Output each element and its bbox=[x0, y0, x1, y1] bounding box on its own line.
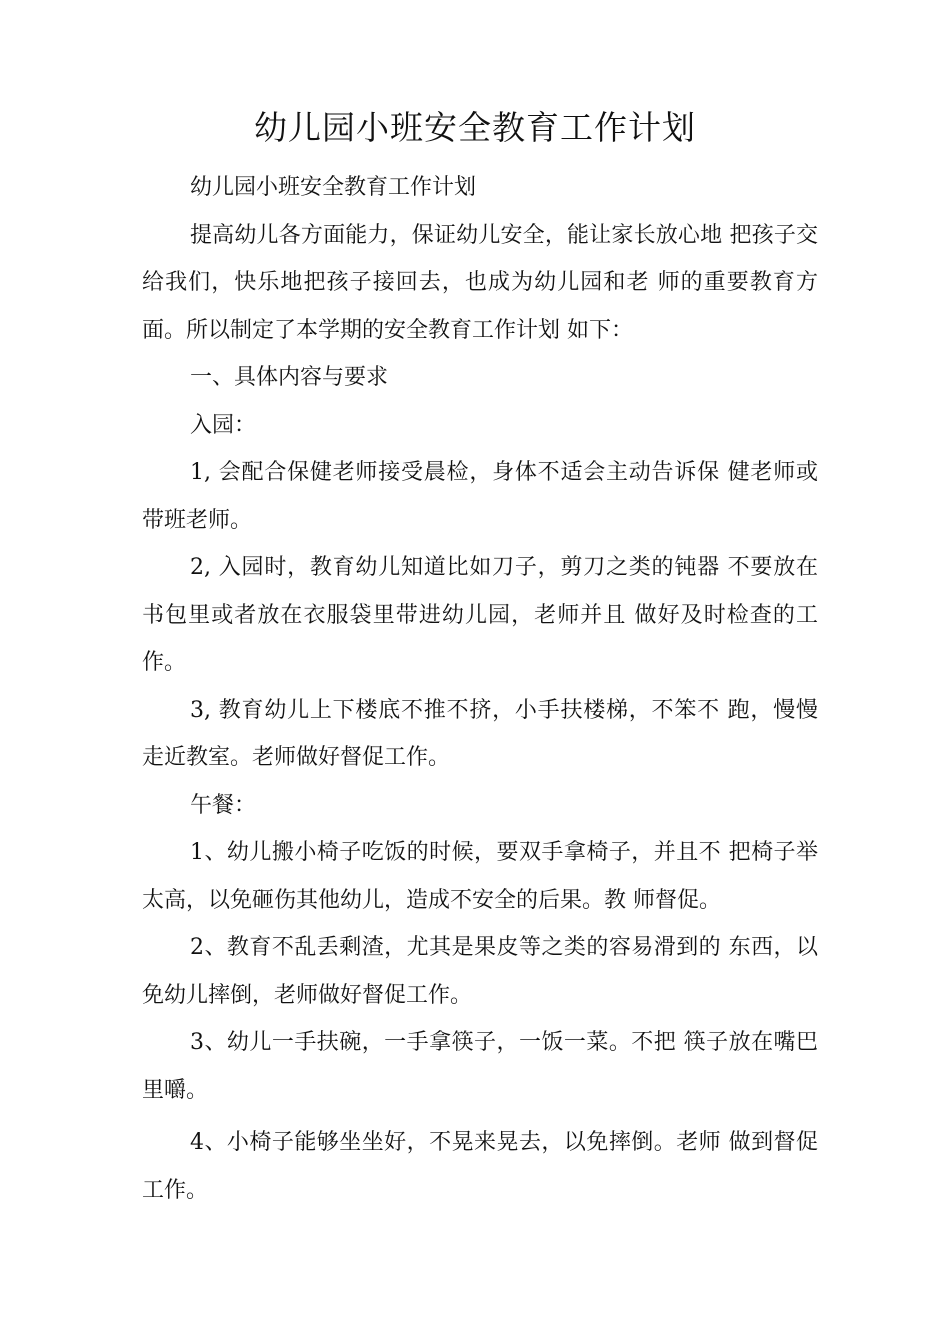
document-body bbox=[142, 164, 818, 1214]
lunch-item-3: 3、幼儿一手扶碗，一手拿筷子，一饭一菜。不把 筷子放在嘴巴里嚼。 bbox=[142, 1030, 818, 1103]
lunch-item-4: 4、小椅子能够坐坐好，不晃来晃去，以免摔倒。老师 做到督促工作。 bbox=[142, 1130, 818, 1203]
subtitle-paragraph: 幼儿园小班安全教育工作计划 bbox=[190, 175, 477, 200]
document-title: 幼儿园小班安全教育工作计划 bbox=[254, 108, 696, 147]
lunch-item-2: 2、教育不乱丢剩渣，尤其是果皮等之类的容易滑到的 东西，以免幼儿摔倒，老师做好督促工作。 bbox=[142, 935, 818, 1008]
intro-paragraph: 提高幼儿各方面能力，保证幼儿安全，能让家长放心地 把孩子交给我们，快乐地把孩子接回去，也成为幼儿园和老 师的重要教育方面。所以制定了本学期的安全教育工作计划 如下： bbox=[142, 222, 818, 343]
arrival-item-2: 2, 入园时，教育幼儿知道比如刀子，剪刀之类的钝器 不要放在书包里或者放在衣服袋里带进幼儿园，老师并且 做好及时检查的工作。 bbox=[142, 555, 818, 675]
subsection-heading-lunch: 午餐： bbox=[190, 792, 257, 818]
arrival-item-1: 1, 会配合保健老师接受晨检，身体不适会主动告诉保 健老师或带班老师。 bbox=[142, 460, 818, 533]
arrival-item-3: 3, 教育幼儿上下楼底不推不挤，小手扶楼梯，不笨不 跑，慢慢走近教室。老师做好督促工作。 bbox=[142, 697, 818, 770]
section-heading: 一、具体内容与要求 bbox=[190, 365, 389, 390]
lunch-item-1: 1、幼儿搬小椅子吃饭的时候，要双手拿椅子，并且不 把椅子举太高，以免砸伤其他幼儿，造成不安全的后果。教 师督促。 bbox=[142, 840, 818, 913]
subsection-heading-arrival: 入园： bbox=[190, 412, 257, 438]
